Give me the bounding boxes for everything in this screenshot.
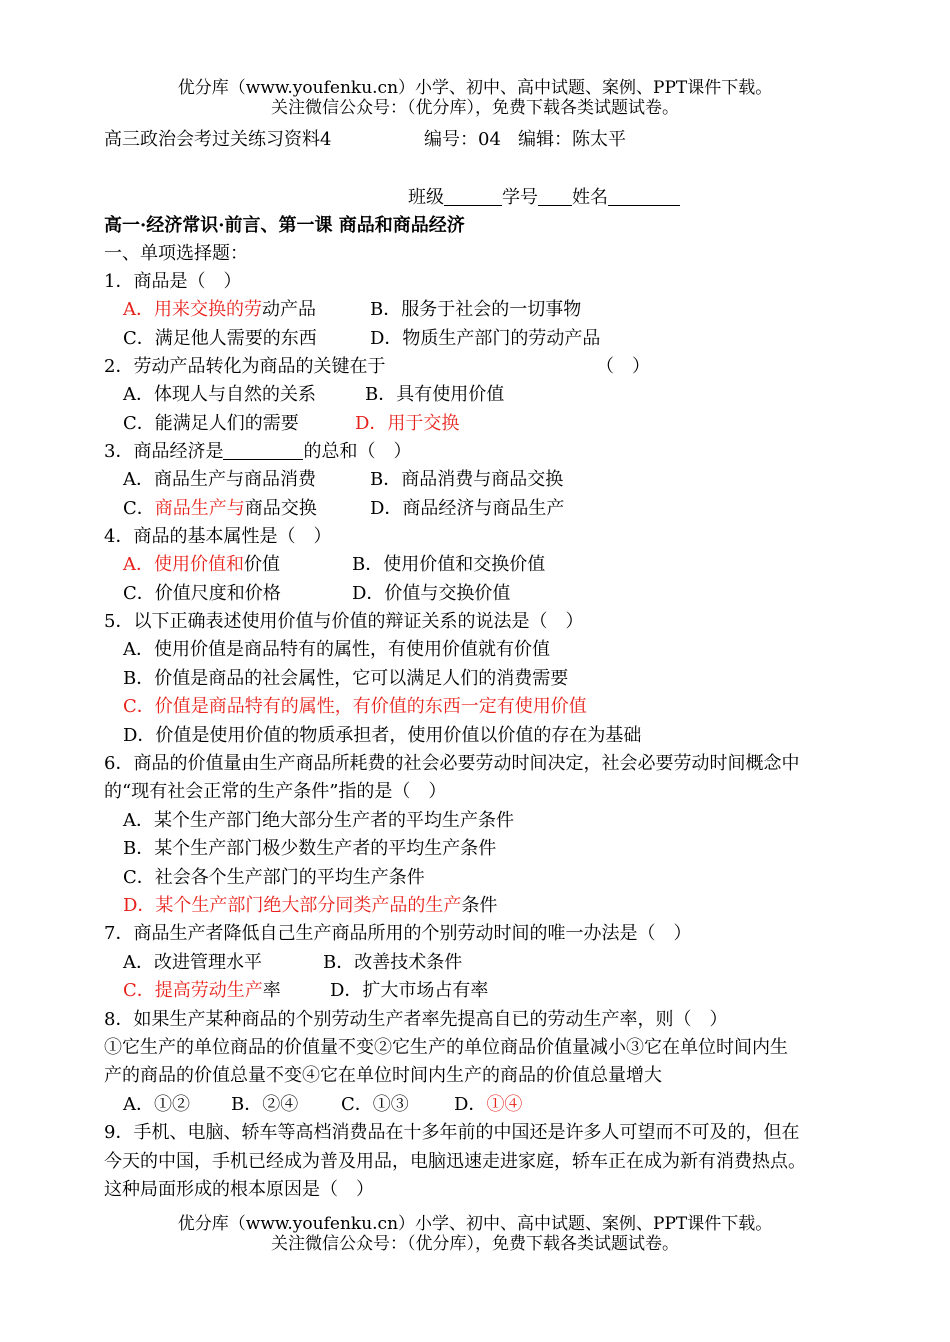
- doc-title: 高三政治会考过关练习资料4: [104, 129, 332, 150]
- q7-option-d: D．扩大市场占有率: [330, 980, 489, 1001]
- name-label: 姓名: [572, 187, 608, 208]
- question-9-line-2: 今天的中国，手机已经成为普及用品，电脑迅速走进家庭，轿车正在成为新有消费热点。: [104, 1151, 806, 1172]
- q2-option-c: C．能满足人们的需要: [123, 413, 299, 434]
- footer-line-1: 优分库（www.youfenku.cn）小学、初中、高中试题、案例、PPT课件下载。: [177, 1214, 773, 1234]
- q2-option-b: B．具有使用价值: [365, 384, 505, 405]
- doc-number: 编号：04: [424, 129, 501, 150]
- q5-option-b: B．价值是商品的社会属性，它可以满足人们的消费需要: [123, 668, 569, 689]
- q3-option-c: C．商品生产与商品交换: [123, 498, 317, 519]
- q7-option-a: A．改进管理水平: [123, 952, 262, 973]
- class-blank[interactable]: [444, 187, 502, 206]
- q4-option-a: A．使用价值和价值: [123, 554, 280, 575]
- q5-option-d: D．价值是使用价值的物质承担者，使用价值以价值的存在为基础: [123, 725, 642, 746]
- q4-option-d: D．价值与交换价值: [352, 583, 511, 604]
- q8-option-d: D．①④: [454, 1094, 523, 1115]
- question-4: 4．商品的基本属性是（ ）: [104, 526, 332, 547]
- q7-option-b: B．改善技术条件: [323, 952, 463, 973]
- q8-statements-line-1: ①它生产的单位商品的价值量不变②它生产的单位商品价值量减小③它在单位时间内生: [104, 1037, 788, 1058]
- q1-option-c: C．满足他人需要的东西: [123, 328, 317, 349]
- q6-option-a: A．某个生产部门绝大部分生产者的平均生产条件: [123, 810, 514, 831]
- q6-option-b: B．某个生产部门极少数生产者的平均生产条件: [123, 838, 497, 859]
- header-line-2: 关注微信公众号：（优分库），免费下载各类试题试卷。: [271, 98, 679, 118]
- q5-option-c: C．价值是商品特有的属性，有价值的东西一定有使用价值: [123, 696, 587, 717]
- question-5: 5．以下正确表述使用价值与价值的辩证关系的说法是（ ）: [104, 611, 584, 632]
- name-blank[interactable]: [608, 187, 680, 206]
- q3-option-b: B．商品消费与商品交换: [370, 469, 564, 490]
- question-6-line-1: 6．商品的价值量由生产商品所耗费的社会必要劳动时间决定，社会必要劳动时间概念中: [104, 753, 800, 774]
- part-title: 一、单项选择题：: [104, 243, 248, 264]
- question-9-line-1: 9．手机、电脑、轿车等高档消费品在十多年前的中国还是许多人可望而不可及的，但在: [104, 1122, 800, 1143]
- q2-option-d: D．用于交换: [355, 413, 460, 434]
- question-8: 8．如果生产某种商品的个别劳动生产者率先提高自已的劳动生产率，则（ ）: [104, 1009, 728, 1030]
- q4-option-c: C．价值尺度和价格: [123, 583, 281, 604]
- question-1: 1．商品是（ ）: [104, 271, 242, 292]
- q1-option-d: D．物质生产部门的劳动产品: [370, 328, 601, 349]
- q3-blank: [223, 441, 303, 460]
- question-3: 3．商品经济是 的总和（ ）: [104, 441, 412, 462]
- q4-option-b: B．使用价值和交换价值: [352, 554, 546, 575]
- q8-option-a: A．①②: [123, 1094, 190, 1115]
- section-title: 高一·经济常识·前言、第一课 商品和商品经济: [104, 215, 465, 236]
- q6-option-c: C．社会各个生产部门的平均生产条件: [123, 867, 425, 888]
- question-9-line-3: 这种局面形成的根本原因是（ ）: [104, 1179, 374, 1200]
- q3-option-d: D．商品经济与商品生产: [370, 498, 565, 519]
- q8-option-b: B．②④: [231, 1094, 299, 1115]
- q8-statements-line-2: 产的商品的价值总量不变④它在单位时间内生产的商品的价值总量增大: [104, 1065, 662, 1086]
- q7-option-c: C．提高劳动生产率: [123, 980, 281, 1001]
- footer-line-2: 关注微信公众号：（优分库），免费下载各类试题试卷。: [271, 1234, 679, 1254]
- question-2: 2．劳动产品转化为商品的关键在于: [104, 356, 386, 377]
- class-label: 班级: [408, 187, 444, 208]
- id-blank[interactable]: [538, 187, 572, 206]
- question-6-line-2: 的“现有社会正常的生产条件”指的是（ ）: [104, 781, 447, 802]
- question-7: 7．商品生产者降低自己生产商品所用的个别劳动时间的唯一办法是（ ）: [104, 923, 692, 944]
- q6-option-d: D．某个生产部门绝大部分同类产品的生产条件: [123, 895, 498, 916]
- student-fields: [408, 186, 680, 210]
- q1-option-b: B．服务于社会的一切事物: [370, 299, 582, 320]
- q5-option-a: A．使用价值是商品特有的属性，有使用价值就有价值: [123, 639, 550, 660]
- q1-option-a: A．用来交换的劳动产品: [123, 299, 316, 320]
- id-label: 学号: [502, 187, 538, 208]
- q2-option-a: A．体现人与自然的关系: [123, 384, 316, 405]
- doc-editor: 编辑：陈太平: [518, 129, 626, 150]
- header-line-1: 优分库（www.youfenku.cn）小学、初中、高中试题、案例、PPT课件下载。: [177, 78, 773, 98]
- q3-option-a: A．商品生产与商品消费: [123, 469, 316, 490]
- q8-option-c: C．①③: [341, 1094, 409, 1115]
- q2-paren: （ ）: [596, 356, 650, 377]
